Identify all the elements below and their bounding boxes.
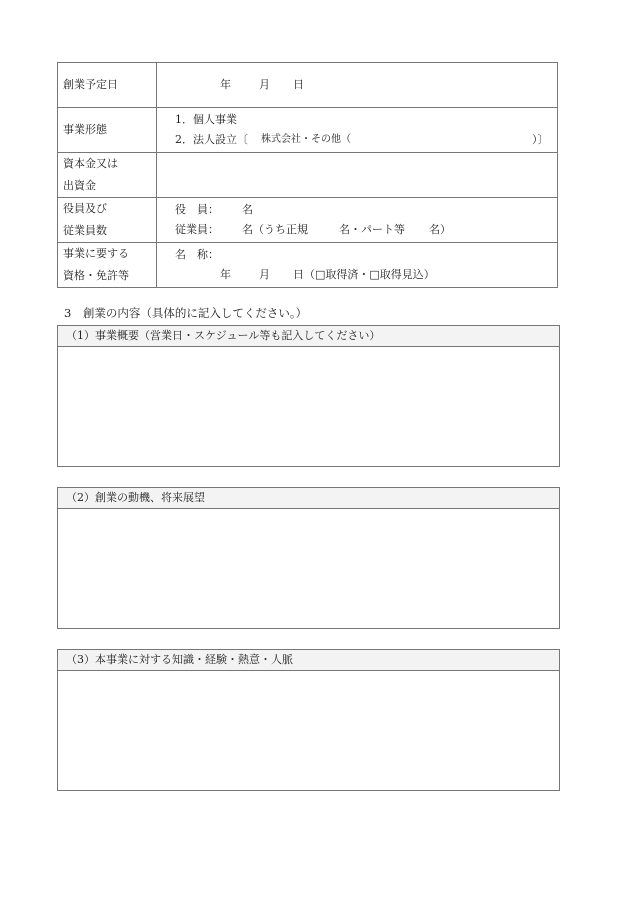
row-start-date xyxy=(58,63,558,108)
row-capital xyxy=(58,153,558,198)
label-start-date: 創業予定日 xyxy=(58,63,157,108)
month-unit: 月 xyxy=(259,78,270,91)
label-business-form: 事業形態 xyxy=(58,108,157,153)
section-3-heading: 3 創業の内容（具体的に記入してください。） xyxy=(64,306,308,320)
capital-field[interactable] xyxy=(157,153,558,198)
row-business-form xyxy=(58,108,558,153)
option-corporation[interactable]: 2．法人設立〔 株式会社・その他（ ）〕 xyxy=(175,133,549,146)
day-unit: 日 xyxy=(293,78,304,91)
label-staff: 役員及び 従業員数 xyxy=(58,198,157,243)
officer-count[interactable]: 役 員： 名 xyxy=(175,203,253,216)
motivation-title: （2）創業の動機、将来展望 xyxy=(58,488,559,509)
knowledge-box xyxy=(57,649,560,791)
license-name[interactable]: 名 称： xyxy=(175,248,219,261)
year-unit: 年 xyxy=(220,78,231,91)
business-overview-box xyxy=(57,325,560,467)
employee-count[interactable]: 従業員： 名（うち正規 名・パート等 名） xyxy=(175,223,451,236)
business-overview-input[interactable] xyxy=(58,347,559,467)
label-license: 事業に要する 資格・免許等 xyxy=(58,243,157,288)
row-license xyxy=(58,243,558,288)
business-info-table xyxy=(57,62,558,288)
motivation-input[interactable] xyxy=(58,509,559,629)
option-sole-proprietor[interactable]: 1．個人事業 xyxy=(175,113,237,126)
start-date-field[interactable] xyxy=(157,75,557,95)
knowledge-input[interactable] xyxy=(58,671,559,791)
license-date[interactable]: 年 月 日（□取得済・□取得見込） xyxy=(220,268,435,281)
motivation-box xyxy=(57,487,560,629)
business-overview-title: （1）事業概要（営業日・スケジュール等も記入してください） xyxy=(58,326,559,347)
row-staff xyxy=(58,198,558,243)
knowledge-title: （3）本事業に対する知識・経験・熱意・人脈 xyxy=(58,650,559,671)
label-capital: 資本金又は 出資金 xyxy=(58,153,157,198)
